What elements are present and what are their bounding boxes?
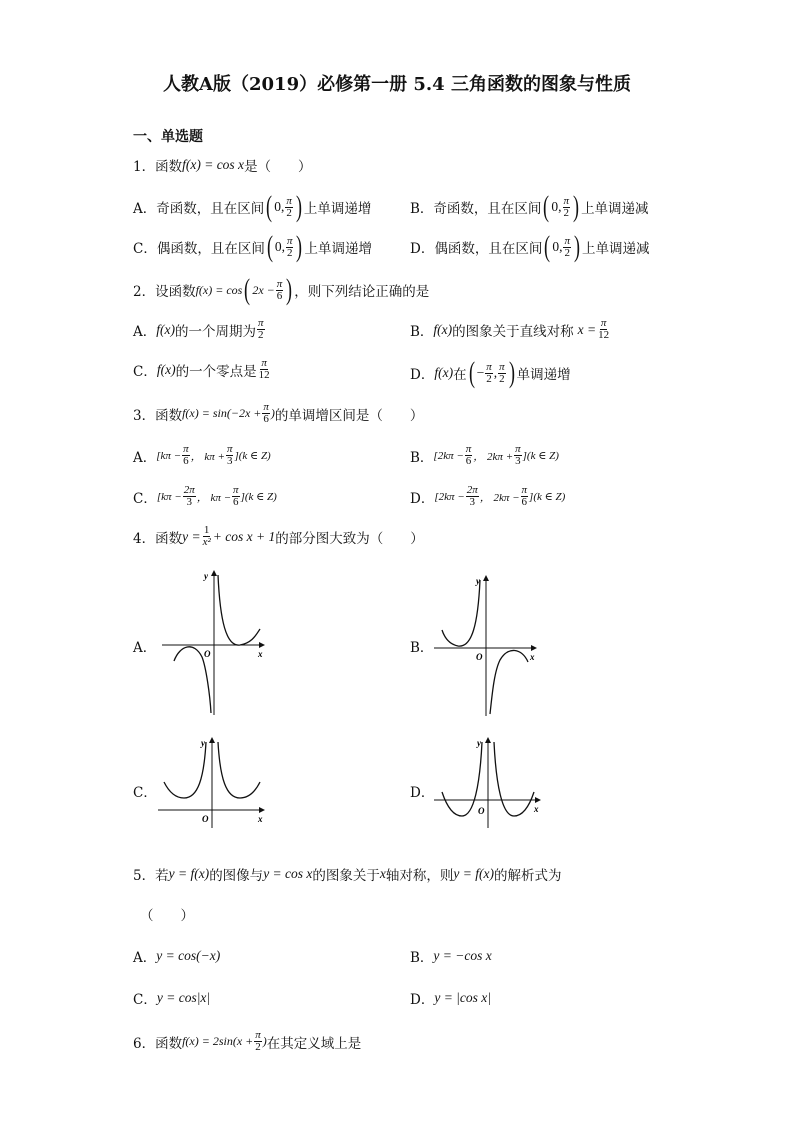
q2-option-b[interactable] [410,318,611,341]
q2-a-text: 的一个周期为 [174,323,256,340]
fraction: $\frac{\pi}{2}$ [257,317,264,341]
q3-c-part3: ](k ∈ Z) [240,491,277,503]
q4-graph-a[interactable] [160,565,270,717]
fraction: $\frac{\pi}{12}$ [258,357,270,381]
q2-d-label: D． [410,367,435,383]
curve-left [442,742,482,816]
q5-d-label: D． [410,992,435,1008]
q3-stem-post: 的单调增区间是（ ） [274,407,424,424]
q5-answer-paren: （ ） [140,908,194,924]
q4-stem-post: 的部分图大致为（ ） [275,530,424,547]
q5-expr-1: y = f(x) [168,866,210,881]
paren-open: ( [544,230,551,263]
question-2 [133,275,429,305]
q6-stem-post: 在其定义域上是 [266,1035,362,1052]
q2-option-a[interactable] [133,318,266,341]
q3-a-part2: ， kπ + [190,450,225,463]
paren-open: ( [266,230,273,263]
q3-option-d[interactable] [410,485,565,508]
question-6 [133,1030,361,1053]
q1-option-c[interactable] [133,232,372,262]
q2-c-text: 的一个零点是 [175,363,257,380]
q1-d-post: 上单调递减 [581,241,650,257]
q5-a-label: A． [133,950,157,966]
paren-close: ) [573,230,580,263]
q1-option-a[interactable] [133,192,371,222]
axis-y-label: y [201,738,205,748]
q4-graph-d[interactable] [432,734,546,830]
axis-x-label: x [258,814,263,824]
q5-expr-4: y = f(x) [453,866,494,881]
q3-d-part2: ， 2kπ − [479,491,520,504]
q2-fx: f(x) = cos [195,282,243,297]
q1-a-post: 上单调递增 [303,201,372,217]
q5-text-3: 轴对称，则 [385,868,454,884]
q2-b-text: 的图象关于直线对称 [452,323,574,340]
q2-c-label: C． [133,363,157,380]
section-heading: 一、单选题 [133,129,203,145]
paren-open: ( [468,356,475,389]
q1-a-text: A．奇函数，且在区间 [133,201,265,217]
q5-expr-2: y = cos x [263,866,313,881]
q1-option-d[interactable] [410,232,649,262]
q5-text-2: 的图象关于 [312,868,380,884]
q3-expr-a: f(x) = sin(−2x + [182,406,262,420]
q3-b-part1: [2kπ − [433,449,464,462]
q2-option-d[interactable] [410,358,571,388]
q2-d-fx: f(x) [434,365,454,380]
page-title: 人教A版（2019）必修第一册 5.4 三角函数的图象与性质 [163,74,631,95]
paren-close: ) [296,230,303,263]
q4-expr-a: y = [182,528,201,544]
q5-a-expr: y = cos(−x) [156,948,221,963]
fraction: $\frac{\pi}{6}$ [276,277,283,302]
fraction: $\frac{\pi}{3}$ [515,443,521,467]
q2-stem-post: ，则下列结论正确的是 [294,284,430,300]
fraction: $\frac{\pi}{6}$ [233,484,239,508]
fraction: $\frac{2\pi}{3}$ [466,484,478,508]
q5-text-4: 的解析式为 [494,868,562,884]
q3-a-label: A． [133,449,157,466]
q1-b-text: B．奇函数，且在区间 [410,201,542,217]
curve-left [164,742,206,798]
origin-label: O [204,649,211,659]
axis-x-label: x [534,804,539,814]
interval-left: 0, [552,239,563,254]
q2-option-c[interactable] [133,358,272,381]
q3-b-part2: ， 2kπ + [473,450,514,463]
q3-c-label: C． [133,490,157,507]
q4-option-d-label[interactable]: D． [410,785,435,801]
q5-text-1: 的图像与 [209,868,264,884]
question-4 [133,525,424,548]
fraction: $\frac{\pi}{6}$ [521,484,528,508]
q1-b-post: 上单调递减 [581,201,649,217]
q4-graph-b[interactable] [432,572,542,718]
q3-d-part1: [2kπ − [434,490,465,503]
origin-label: O [476,652,483,662]
interval-left: 0, [551,199,562,214]
origin-label: O [478,806,485,816]
question-3 [133,402,423,425]
q2-a-fx: f(x) [156,321,175,337]
q1-stem-post: 是（ ） [244,159,312,175]
fraction: $\frac{\pi}{2}$ [486,360,492,385]
q1-d-text: D．偶函数，且在区间 [410,241,543,257]
q5-c-label: C． [133,992,157,1008]
q6-expr-b: ) [262,1034,267,1048]
q4-expr-b: + cos x + 1 [212,528,276,544]
q4-stem-pre: 4．函数 [133,530,183,547]
curve-right [494,742,534,816]
question-1 [133,155,312,175]
fraction: $\frac{2\pi}{3}$ [183,484,195,508]
origin-label: O [202,814,209,824]
interval-left: 0, [274,199,285,214]
q3-a-part1: [kπ − [156,449,182,462]
q3-expr-b: ) [270,406,275,420]
q1-option-b[interactable] [410,192,649,222]
fraction: $\frac{1}{\text{x²}}$ [202,524,211,548]
q4-option-a-label[interactable]: A． [133,640,157,656]
q3-c-part1: [kπ − [156,490,182,503]
minus-sign: − [476,365,485,380]
axis-x-label: x [258,649,263,659]
q2-arg: 2x − [252,282,275,297]
q2-stem-pre: 2．设函数 [133,284,196,300]
q3-a-part3: ](k ∈ Z) [234,450,271,462]
axis-y-label: y [477,738,481,748]
paren-open: ( [244,273,251,306]
q5-expr-3: x [379,866,386,881]
q3-option-a[interactable] [133,444,271,467]
q2-a-label: A． [133,323,157,340]
q1-expr: f(x) = cos x [182,157,245,172]
q3-b-part3: ](k ∈ Z) [522,450,559,462]
q3-c-part2: ， kπ − [196,491,232,504]
q3-b-label: B． [410,449,434,466]
q5-option-d[interactable] [410,988,491,1008]
q4-option-c-label[interactable]: C． [133,785,157,801]
q5-b-label: B． [410,950,434,966]
q4-graph-c[interactable] [156,734,270,830]
q5-stem-pre: 5．若 [133,868,169,884]
q6-expr-a: f(x) = 2sin(x + [182,1034,254,1048]
q6-stem-pre: 6．函数 [133,1035,183,1052]
q5-option-c[interactable] [133,988,210,1008]
q5-option-a[interactable] [133,946,220,966]
axis-x-label: x [530,652,535,662]
fraction: $\frac{\pi}{6}$ [263,401,269,425]
q3-option-c[interactable] [133,485,277,508]
curve-left [442,580,480,646]
comma: , [493,365,498,380]
q2-d-text2: 单调递增 [516,367,571,383]
fraction: $\frac{\pi}{2}$ [286,194,292,219]
q2-c-fx: f(x) [156,361,176,377]
fraction: $\frac{\pi}{2}$ [564,234,570,259]
fraction: $\frac{\pi}{6}$ [465,443,472,467]
fraction: $\frac{\pi}{6}$ [183,443,189,467]
q1-c-text: C．偶函数，且在区间 [133,241,265,257]
q2-b-label: B． [410,323,434,340]
paren-close: ) [508,356,515,389]
q5-option-b[interactable] [410,946,492,966]
q3-stem-pre: 3．函数 [133,407,183,424]
curve-right [218,575,260,645]
fraction: $\frac{\pi}{2}$ [563,194,570,219]
curve-right [490,650,528,714]
fraction: $\frac{\pi}{12}$ [598,317,610,341]
q3-d-part3: ](k ∈ Z) [529,491,566,503]
q4-option-b-label[interactable]: B． [410,640,434,656]
q5-b-expr: y = −cos x [433,948,492,963]
paren-close: ) [295,190,302,223]
q3-d-label: D． [410,490,435,507]
paren-close: ) [286,273,293,306]
paren-open: ( [543,190,550,223]
fraction: $\frac{\pi}{3}$ [226,443,233,467]
q3-option-b[interactable] [410,444,559,467]
curve-right [218,742,260,798]
q5-c-expr: y = cos|x| [156,990,211,1005]
q2-d-text1: 在 [453,367,467,383]
axis-y-label: y [204,571,208,581]
paren-close: ) [573,190,580,223]
fraction: $\frac{\pi}{2}$ [286,234,293,259]
paren-open: ( [266,190,273,223]
q5-d-expr: y = |cos x| [434,990,491,1005]
q2-b-fx: f(x) [433,321,453,337]
q2-b-eq: x = [577,321,597,337]
interval-left: 0, [274,239,285,254]
question-5 [133,864,562,884]
q1-stem-pre: 1．函数 [133,159,183,175]
fraction: $\frac{\pi}{2}$ [499,360,505,385]
axis-y-label: y [476,576,480,586]
q1-c-post: 上单调递增 [304,241,372,257]
fraction: $\frac{\pi}{2}$ [255,1029,261,1053]
